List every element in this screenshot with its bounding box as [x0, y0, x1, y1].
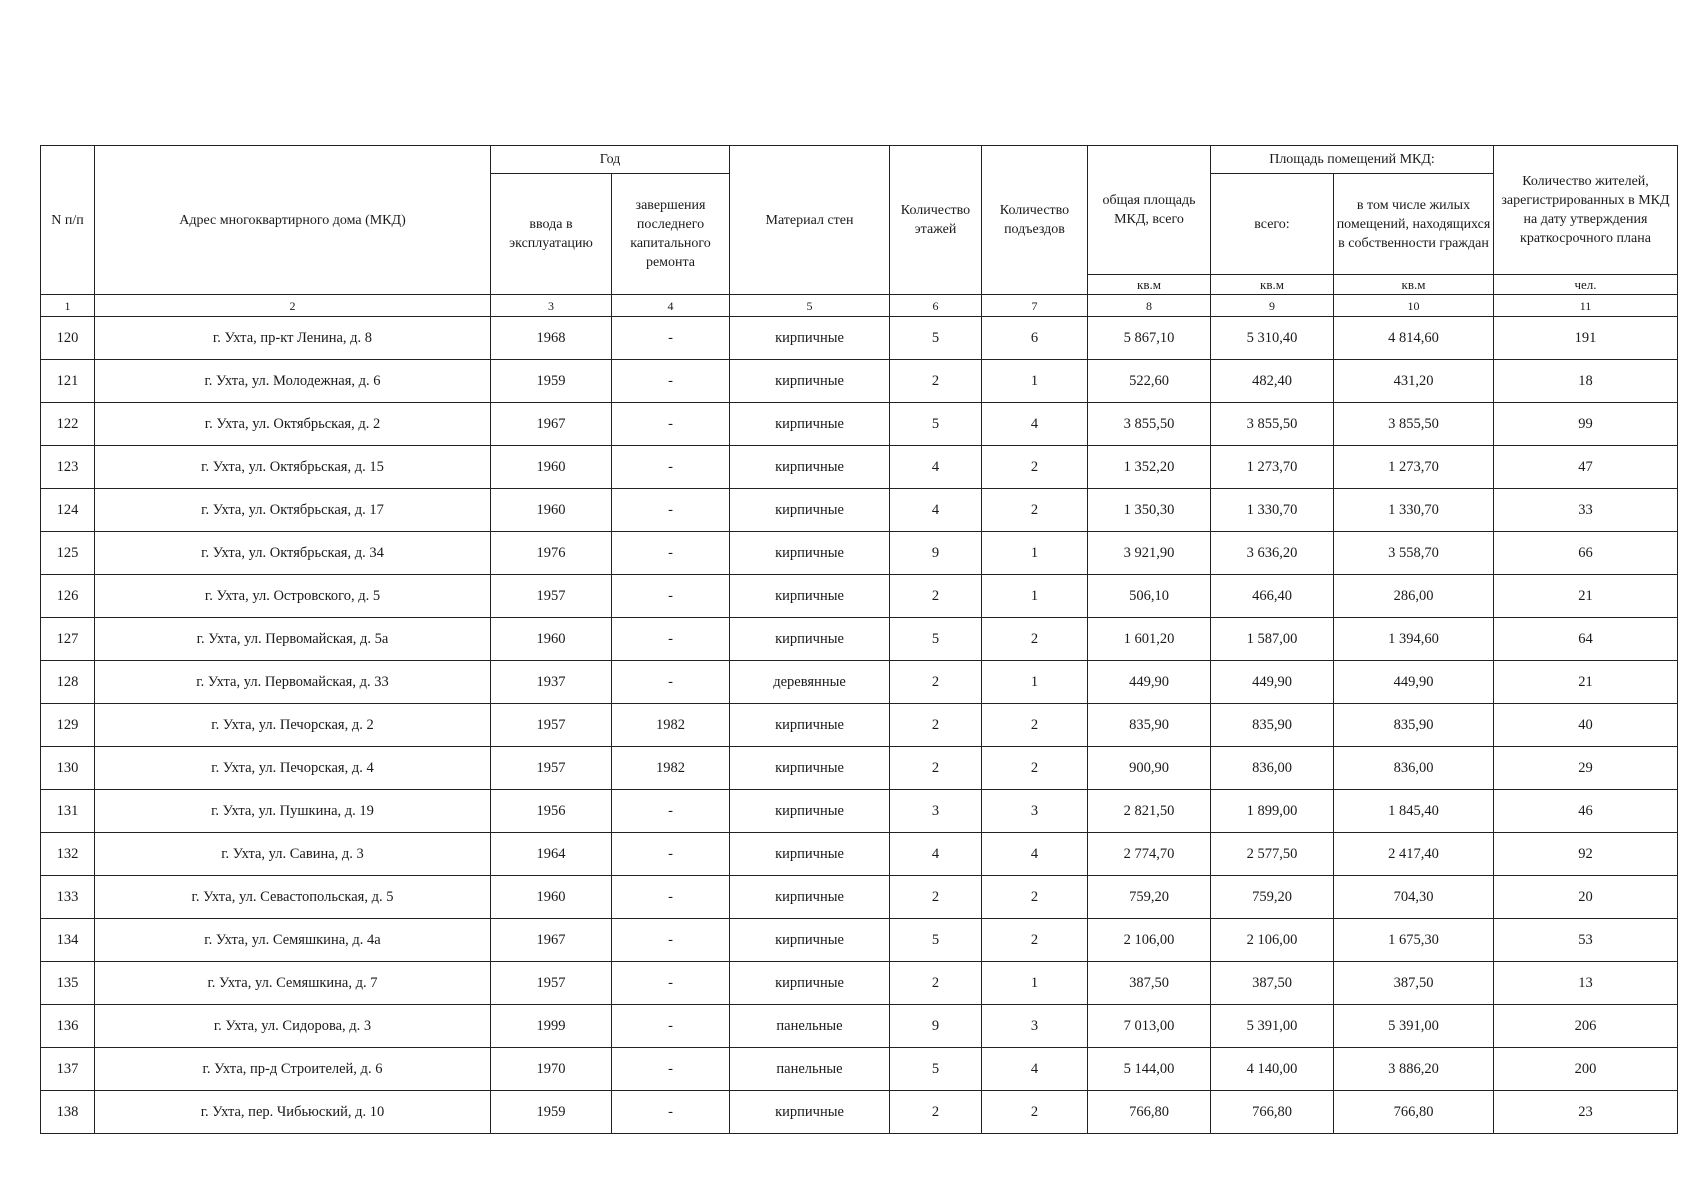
table-body: [41, 317, 1678, 1134]
table-row: [41, 962, 1678, 1005]
cell-material: кирпичные: [730, 317, 890, 360]
cell-total-area: 900,90: [1088, 747, 1211, 790]
cell-premises-all: 466,40: [1211, 575, 1334, 618]
cell-address: г. Ухта, ул. Савина, д. 3: [95, 833, 491, 876]
cell-address: г. Ухта, ул. Молодежная, д. 6: [95, 360, 491, 403]
cell-premises-residential: 835,90: [1334, 704, 1494, 747]
cell-residents: 46: [1494, 790, 1678, 833]
cell-material: кирпичные: [730, 489, 890, 532]
cell-year-repair: -: [612, 1048, 730, 1091]
header-year-group: Год: [491, 146, 730, 174]
cell-total-area: 5 144,00: [1088, 1048, 1211, 1091]
header-address: Адрес многоквартирного дома (МКД): [95, 146, 491, 295]
cell-floors: 5: [890, 317, 982, 360]
table-row: [41, 1005, 1678, 1048]
column-number: 5: [730, 295, 890, 317]
header-entrances: Количество подъездов: [982, 146, 1088, 295]
cell-residents: 64: [1494, 618, 1678, 661]
cell-total-area: 3 855,50: [1088, 403, 1211, 446]
cell-number: 134: [41, 919, 95, 962]
cell-floors: 5: [890, 1048, 982, 1091]
cell-address: г. Ухта, ул. Октябрьская, д. 2: [95, 403, 491, 446]
cell-floors: 5: [890, 403, 982, 446]
header-year-commission: ввода в эксплуатацию: [491, 174, 612, 295]
cell-year-commission: 1968: [491, 317, 612, 360]
table-row: [41, 575, 1678, 618]
header-floors: Количество этажей: [890, 146, 982, 295]
cell-premises-all: 3 855,50: [1211, 403, 1334, 446]
cell-material: кирпичные: [730, 919, 890, 962]
unit-total-area: кв.м: [1088, 275, 1211, 295]
cell-premises-residential: 286,00: [1334, 575, 1494, 618]
cell-floors: 9: [890, 1005, 982, 1048]
cell-material: кирпичные: [730, 360, 890, 403]
cell-year-commission: 1959: [491, 360, 612, 403]
cell-premises-all: 835,90: [1211, 704, 1334, 747]
table-header: [41, 146, 1678, 317]
cell-year-repair: -: [612, 360, 730, 403]
cell-premises-residential: 449,90: [1334, 661, 1494, 704]
cell-premises-residential: 766,80: [1334, 1091, 1494, 1134]
cell-floors: 9: [890, 532, 982, 575]
column-number: 7: [982, 295, 1088, 317]
cell-premises-all: 1 587,00: [1211, 618, 1334, 661]
table-row: [41, 489, 1678, 532]
cell-year-commission: 1967: [491, 919, 612, 962]
cell-material: кирпичные: [730, 790, 890, 833]
cell-residents: 40: [1494, 704, 1678, 747]
cell-address: г. Ухта, пр-д Строителей, д. 6: [95, 1048, 491, 1091]
cell-floors: 2: [890, 1091, 982, 1134]
cell-floors: 4: [890, 833, 982, 876]
cell-material: деревянные: [730, 661, 890, 704]
cell-floors: 4: [890, 446, 982, 489]
cell-premises-residential: 836,00: [1334, 747, 1494, 790]
column-number: 6: [890, 295, 982, 317]
cell-premises-residential: 1 330,70: [1334, 489, 1494, 532]
cell-premises-all: 5 391,00: [1211, 1005, 1334, 1048]
cell-premises-all: 3 636,20: [1211, 532, 1334, 575]
table-row: [41, 360, 1678, 403]
header-residents: Количество жителей, зарегистрированных в МКД на дату утверждения краткосрочного плана: [1494, 146, 1678, 275]
cell-address: г. Ухта, ул. Октябрьская, д. 34: [95, 532, 491, 575]
cell-address: г. Ухта, ул. Печорская, д. 2: [95, 704, 491, 747]
column-number: 10: [1334, 295, 1494, 317]
cell-residents: 13: [1494, 962, 1678, 1005]
cell-entrances: 2: [982, 618, 1088, 661]
cell-number: 125: [41, 532, 95, 575]
cell-entrances: 4: [982, 1048, 1088, 1091]
cell-premises-residential: 1 273,70: [1334, 446, 1494, 489]
cell-premises-all: 1 899,00: [1211, 790, 1334, 833]
cell-total-area: 449,90: [1088, 661, 1211, 704]
cell-year-repair: -: [612, 833, 730, 876]
cell-premises-all: 4 140,00: [1211, 1048, 1334, 1091]
cell-residents: 33: [1494, 489, 1678, 532]
table-row: [41, 704, 1678, 747]
cell-total-area: 506,10: [1088, 575, 1211, 618]
unit-residents: чел.: [1494, 275, 1678, 295]
cell-number: 130: [41, 747, 95, 790]
cell-year-repair: -: [612, 962, 730, 1005]
cell-material: кирпичные: [730, 704, 890, 747]
unit-premises-residential: кв.м: [1334, 275, 1494, 295]
cell-material: кирпичные: [730, 532, 890, 575]
cell-floors: 5: [890, 618, 982, 661]
column-number: 11: [1494, 295, 1678, 317]
header-premises-all: всего:: [1211, 174, 1334, 275]
cell-premises-all: 759,20: [1211, 876, 1334, 919]
cell-total-area: 7 013,00: [1088, 1005, 1211, 1048]
cell-floors: 4: [890, 489, 982, 532]
header-premises-residential: в том числе жилых помещений, находящихся в собственности граждан: [1334, 174, 1494, 275]
cell-year-commission: 1957: [491, 575, 612, 618]
cell-number: 129: [41, 704, 95, 747]
cell-year-repair: -: [612, 403, 730, 446]
cell-residents: 206: [1494, 1005, 1678, 1048]
cell-premises-residential: 387,50: [1334, 962, 1494, 1005]
cell-number: 128: [41, 661, 95, 704]
cell-residents: 99: [1494, 403, 1678, 446]
cell-number: 138: [41, 1091, 95, 1134]
table-row: [41, 747, 1678, 790]
cell-number: 127: [41, 618, 95, 661]
cell-entrances: 1: [982, 532, 1088, 575]
cell-residents: 47: [1494, 446, 1678, 489]
cell-material: кирпичные: [730, 618, 890, 661]
cell-number: 120: [41, 317, 95, 360]
cell-floors: 2: [890, 360, 982, 403]
cell-year-repair: -: [612, 489, 730, 532]
cell-entrances: 2: [982, 446, 1088, 489]
table-row: [41, 661, 1678, 704]
cell-material: кирпичные: [730, 1091, 890, 1134]
cell-premises-residential: 3 886,20: [1334, 1048, 1494, 1091]
cell-premises-residential: 1 675,30: [1334, 919, 1494, 962]
table-row: [41, 403, 1678, 446]
cell-entrances: 3: [982, 1005, 1088, 1048]
table-row: [41, 1091, 1678, 1134]
cell-entrances: 1: [982, 661, 1088, 704]
cell-year-commission: 1999: [491, 1005, 612, 1048]
cell-address: г. Ухта, ул. Октябрьская, д. 17: [95, 489, 491, 532]
table-row: [41, 790, 1678, 833]
cell-floors: 3: [890, 790, 982, 833]
cell-entrances: 2: [982, 489, 1088, 532]
cell-premises-all: 387,50: [1211, 962, 1334, 1005]
cell-year-repair: 1982: [612, 704, 730, 747]
cell-material: кирпичные: [730, 403, 890, 446]
cell-premises-residential: 1 845,40: [1334, 790, 1494, 833]
cell-premises-all: 1 273,70: [1211, 446, 1334, 489]
cell-residents: 200: [1494, 1048, 1678, 1091]
cell-residents: 21: [1494, 661, 1678, 704]
cell-entrances: 1: [982, 962, 1088, 1005]
cell-floors: 2: [890, 661, 982, 704]
cell-total-area: 522,60: [1088, 360, 1211, 403]
column-number: 9: [1211, 295, 1334, 317]
cell-year-commission: 1937: [491, 661, 612, 704]
cell-material: панельные: [730, 1048, 890, 1091]
header-year-repair: завершения последнего капитального ремонта: [612, 174, 730, 295]
header-num: N п/п: [41, 146, 95, 295]
cell-year-commission: 1957: [491, 962, 612, 1005]
cell-year-repair: -: [612, 919, 730, 962]
cell-year-commission: 1956: [491, 790, 612, 833]
cell-total-area: 387,50: [1088, 962, 1211, 1005]
cell-year-repair: -: [612, 1005, 730, 1048]
cell-total-area: 2 774,70: [1088, 833, 1211, 876]
cell-number: 122: [41, 403, 95, 446]
cell-premises-all: 449,90: [1211, 661, 1334, 704]
cell-premises-all: 482,40: [1211, 360, 1334, 403]
cell-premises-residential: 5 391,00: [1334, 1005, 1494, 1048]
header-premises-group: Площадь помещений МКД:: [1211, 146, 1494, 174]
table-row: [41, 919, 1678, 962]
cell-year-repair: -: [612, 317, 730, 360]
header-material: Материал стен: [730, 146, 890, 295]
cell-floors: 2: [890, 876, 982, 919]
cell-year-repair: 1982: [612, 747, 730, 790]
cell-entrances: 4: [982, 403, 1088, 446]
cell-address: г. Ухта, ул. Севастопольская, д. 5: [95, 876, 491, 919]
cell-total-area: 1 352,20: [1088, 446, 1211, 489]
cell-year-repair: -: [612, 618, 730, 661]
cell-number: 133: [41, 876, 95, 919]
cell-address: г. Ухта, пр-кт Ленина, д. 8: [95, 317, 491, 360]
cell-premises-all: 2 106,00: [1211, 919, 1334, 962]
cell-total-area: 3 921,90: [1088, 532, 1211, 575]
cell-address: г. Ухта, ул. Октябрьская, д. 15: [95, 446, 491, 489]
cell-floors: 2: [890, 962, 982, 1005]
cell-address: г. Ухта, ул. Сидорова, д. 3: [95, 1005, 491, 1048]
cell-premises-residential: 3 558,70: [1334, 532, 1494, 575]
cell-number: 121: [41, 360, 95, 403]
cell-address: г. Ухта, ул. Островского, д. 5: [95, 575, 491, 618]
cell-entrances: 2: [982, 919, 1088, 962]
cell-year-commission: 1970: [491, 1048, 612, 1091]
cell-residents: 21: [1494, 575, 1678, 618]
cell-year-repair: -: [612, 532, 730, 575]
cell-year-repair: -: [612, 446, 730, 489]
cell-total-area: 835,90: [1088, 704, 1211, 747]
cell-material: кирпичные: [730, 833, 890, 876]
cell-year-commission: 1976: [491, 532, 612, 575]
column-number: 2: [95, 295, 491, 317]
cell-premises-all: 5 310,40: [1211, 317, 1334, 360]
cell-material: кирпичные: [730, 962, 890, 1005]
cell-address: г. Ухта, ул. Семяшкина, д. 4а: [95, 919, 491, 962]
cell-address: г. Ухта, ул. Пушкина, д. 19: [95, 790, 491, 833]
cell-address: г. Ухта, ул. Семяшкина, д. 7: [95, 962, 491, 1005]
cell-premises-residential: 2 417,40: [1334, 833, 1494, 876]
cell-premises-residential: 1 394,60: [1334, 618, 1494, 661]
cell-floors: 5: [890, 919, 982, 962]
table-row: [41, 876, 1678, 919]
cell-address: г. Ухта, ул. Первомайская, д. 33: [95, 661, 491, 704]
cell-year-commission: 1967: [491, 403, 612, 446]
cell-year-commission: 1960: [491, 446, 612, 489]
cell-year-repair: -: [612, 790, 730, 833]
cell-year-repair: -: [612, 1091, 730, 1134]
table-row: [41, 833, 1678, 876]
cell-premises-residential: 431,20: [1334, 360, 1494, 403]
table-row: [41, 446, 1678, 489]
cell-number: 124: [41, 489, 95, 532]
column-number: 1: [41, 295, 95, 317]
cell-premises-residential: 4 814,60: [1334, 317, 1494, 360]
cell-residents: 191: [1494, 317, 1678, 360]
cell-premises-all: 766,80: [1211, 1091, 1334, 1134]
cell-floors: 2: [890, 747, 982, 790]
column-number: 3: [491, 295, 612, 317]
cell-entrances: 2: [982, 876, 1088, 919]
cell-residents: 20: [1494, 876, 1678, 919]
cell-floors: 2: [890, 704, 982, 747]
cell-year-commission: 1957: [491, 704, 612, 747]
cell-year-commission: 1964: [491, 833, 612, 876]
cell-address: г. Ухта, ул. Печорская, д. 4: [95, 747, 491, 790]
cell-total-area: 1 601,20: [1088, 618, 1211, 661]
cell-year-repair: -: [612, 876, 730, 919]
cell-entrances: 4: [982, 833, 1088, 876]
cell-number: 137: [41, 1048, 95, 1091]
cell-total-area: 5 867,10: [1088, 317, 1211, 360]
cell-address: г. Ухта, пер. Чибьюский, д. 10: [95, 1091, 491, 1134]
cell-year-commission: 1959: [491, 1091, 612, 1134]
cell-residents: 92: [1494, 833, 1678, 876]
cell-material: кирпичные: [730, 575, 890, 618]
cell-material: кирпичные: [730, 876, 890, 919]
column-number: 8: [1088, 295, 1211, 317]
cell-number: 135: [41, 962, 95, 1005]
cell-entrances: 2: [982, 704, 1088, 747]
column-number: 4: [612, 295, 730, 317]
cell-total-area: 2 821,50: [1088, 790, 1211, 833]
cell-residents: 18: [1494, 360, 1678, 403]
cell-residents: 66: [1494, 532, 1678, 575]
cell-year-commission: 1960: [491, 489, 612, 532]
cell-material: кирпичные: [730, 446, 890, 489]
table-row: [41, 317, 1678, 360]
cell-number: 131: [41, 790, 95, 833]
cell-total-area: 759,20: [1088, 876, 1211, 919]
table-row: [41, 1048, 1678, 1091]
cell-number: 132: [41, 833, 95, 876]
cell-year-commission: 1960: [491, 876, 612, 919]
cell-year-commission: 1957: [491, 747, 612, 790]
cell-premises-all: 1 330,70: [1211, 489, 1334, 532]
cell-material: кирпичные: [730, 747, 890, 790]
cell-year-repair: -: [612, 575, 730, 618]
cell-total-area: 766,80: [1088, 1091, 1211, 1134]
cell-premises-residential: 3 855,50: [1334, 403, 1494, 446]
cell-floors: 2: [890, 575, 982, 618]
cell-premises-residential: 704,30: [1334, 876, 1494, 919]
cell-entrances: 3: [982, 790, 1088, 833]
cell-total-area: 2 106,00: [1088, 919, 1211, 962]
cell-year-repair: -: [612, 661, 730, 704]
cell-number: 123: [41, 446, 95, 489]
cell-entrances: 2: [982, 747, 1088, 790]
table-row: [41, 532, 1678, 575]
cell-residents: 23: [1494, 1091, 1678, 1134]
cell-entrances: 6: [982, 317, 1088, 360]
cell-entrances: 1: [982, 360, 1088, 403]
cell-number: 126: [41, 575, 95, 618]
cell-residents: 29: [1494, 747, 1678, 790]
cell-entrances: 1: [982, 575, 1088, 618]
header-total-area: общая площадь МКД, всего: [1088, 146, 1211, 275]
mkd-table: [40, 145, 1678, 1134]
cell-year-commission: 1960: [491, 618, 612, 661]
cell-address: г. Ухта, ул. Первомайская, д. 5а: [95, 618, 491, 661]
unit-premises-all: кв.м: [1211, 275, 1334, 295]
cell-number: 136: [41, 1005, 95, 1048]
cell-residents: 53: [1494, 919, 1678, 962]
cell-total-area: 1 350,30: [1088, 489, 1211, 532]
cell-premises-all: 2 577,50: [1211, 833, 1334, 876]
table-row: [41, 618, 1678, 661]
cell-material: панельные: [730, 1005, 890, 1048]
column-number-row: [41, 295, 1678, 317]
cell-premises-all: 836,00: [1211, 747, 1334, 790]
cell-entrances: 2: [982, 1091, 1088, 1134]
